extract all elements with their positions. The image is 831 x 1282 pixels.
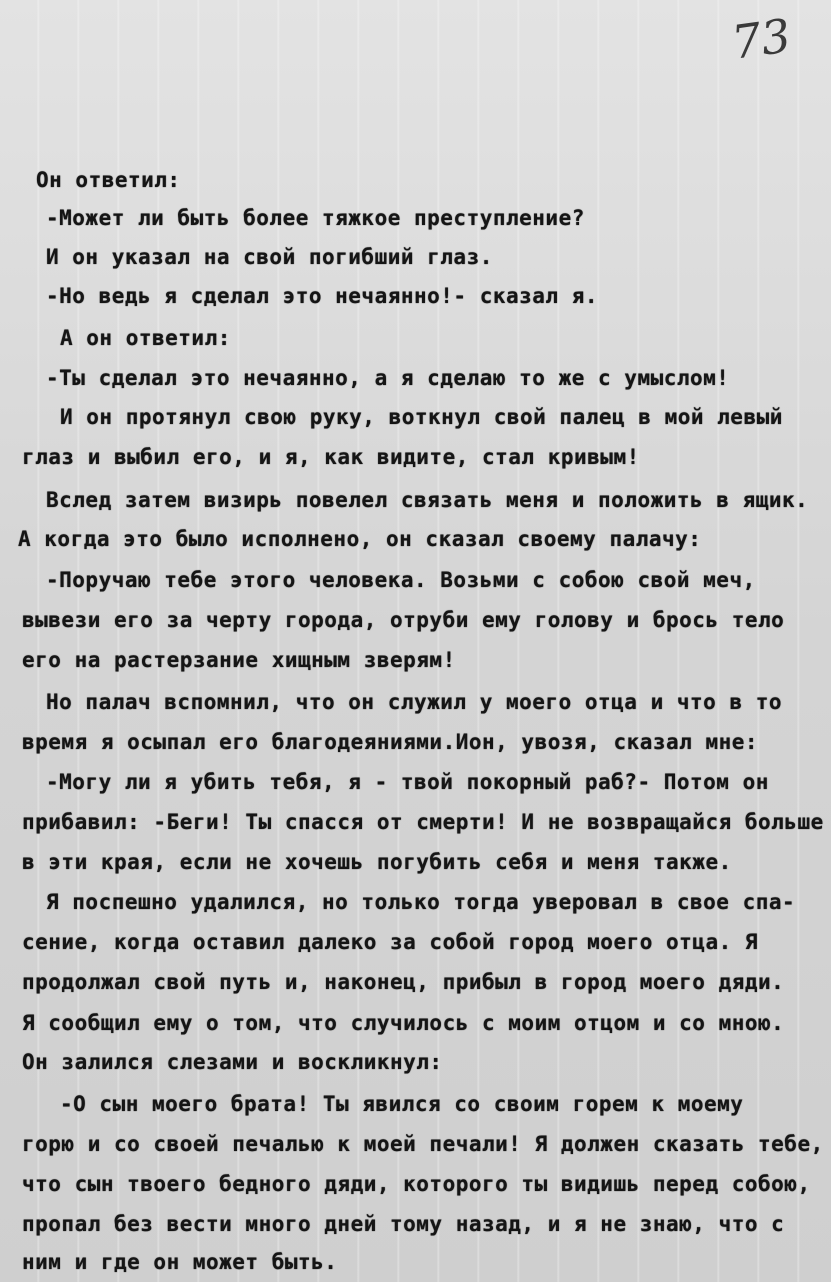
- text-line: Вслед затем визирь повелел связать меня и положить в ящик.: [46, 488, 809, 512]
- text-line: ним и где он может быть.: [22, 1250, 338, 1274]
- text-line: -Могу ли я убить тебя, я - твой покорный раб?- Потом он: [46, 770, 769, 794]
- text-line: что сын твоего бедного дяди, которого ты видишь перед собою,: [22, 1172, 811, 1196]
- text-line: сение, когда оставил далеко за собой город моего отца. Я: [22, 930, 759, 954]
- text-line: глаз и выбил его, и я, как видите, стал кривым!: [22, 445, 640, 469]
- text-line: прибавил: -Беги! Ты спасся от смерти! И не возвращайся больше: [22, 810, 824, 834]
- text-line: Но палач вспомнил, что он служил у моего отца и что в то: [46, 690, 783, 714]
- text-line: А когда это было исполнено, он сказал своему палачу:: [18, 527, 702, 551]
- text-line: его на растерзание хищным зверям!: [22, 648, 456, 672]
- text-line: Я сообщил ему о том, что случилось с моим отцом и со мною.: [22, 1011, 785, 1035]
- text-line: вывези его за черту города, отруби ему голову и брось тело: [22, 608, 785, 632]
- text-line: горю и со своей печалью к моей печали! Я должен сказать тебе,: [22, 1132, 824, 1156]
- text-line: А он ответил:: [60, 326, 231, 350]
- text-line: И он протянул свою руку, воткнул свой палец в мой левый: [60, 405, 783, 429]
- text-line: -Ты сделал это нечаянно, а я сделаю то же с умыслом!: [46, 366, 730, 390]
- page-number: 73: [728, 8, 795, 70]
- text-line: -О сын моего брата! Ты явился со своим горем к моему: [60, 1092, 744, 1116]
- text-line: Я поспешно удалился, но только тогда уверовал в свое спа-: [46, 890, 796, 914]
- text-line: -Но ведь я сделал это нечаянно!- сказал я.: [46, 284, 599, 308]
- text-line: -Поручаю тебе этого человека. Возьми с собою свой меч,: [46, 568, 756, 592]
- text-line: Он залился слезами и воскликнул:: [22, 1050, 443, 1074]
- text-line: Он ответил:: [36, 168, 181, 192]
- text-line: продолжал свой путь и, наконец, прибыл в город моего дяди.: [22, 970, 785, 994]
- text-line: -Может ли быть более тяжкое преступление?: [46, 206, 585, 230]
- text-line: в эти края, если не хочешь погубить себя и меня также.: [22, 850, 732, 874]
- text-line: время я осыпал его благодеяниями.Ион, увозя, сказал мне:: [22, 730, 759, 754]
- text-line: пропал без вести много дней тому назад, и я не знаю, что с: [22, 1212, 785, 1236]
- text-line: И он указал на свой погибший глаз.: [46, 245, 493, 269]
